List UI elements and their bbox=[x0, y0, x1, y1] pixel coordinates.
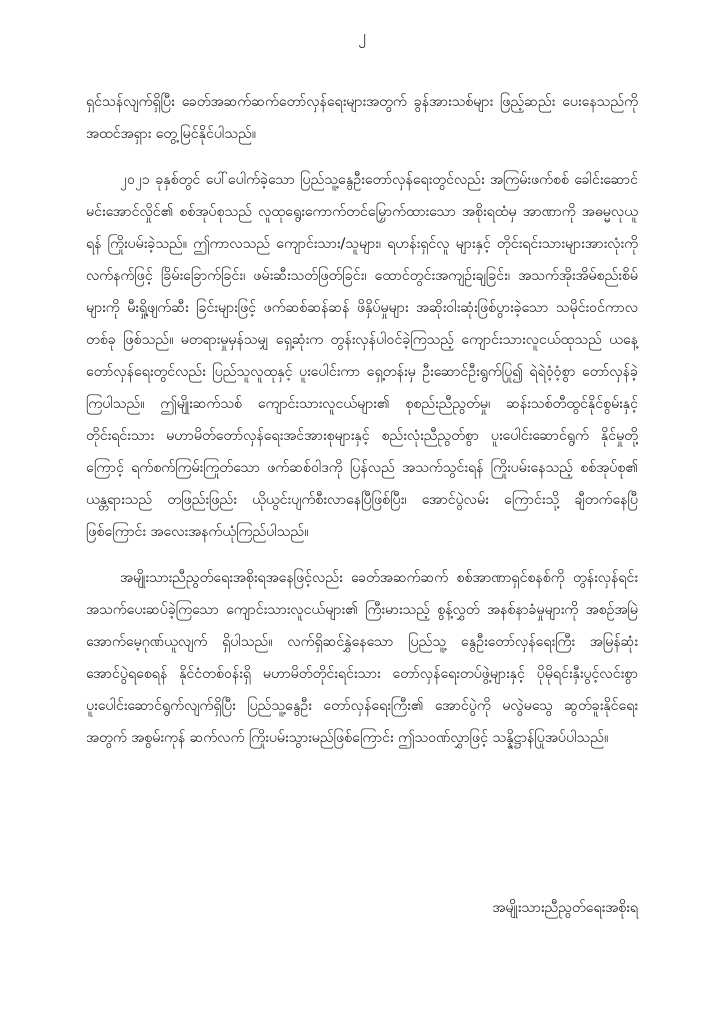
paragraph-spring-revolution: ၂၀၂၁ ခုနှစ်တွင် ပေါ်ပေါက်ခဲ့သော ပြည်သူ့နွေဦးတော်လှန်ရေးတွင်လည်း အကြမ်းဖက်စစ် ခေါင်းဆောင်မင်းအောင်လှိုင်၏ စစ်အုပ်စုသည် လူထုရွေးကောက်တင်မြှောက်ထားသော အစိုးရထံမှ အာဏာကို အဓမ္မလုယူရန် ကြိုးပမ်းခဲ့သည်။ ဤကာလသည် ကျောင်းသား/သူများ၊ ရဟန်းရှင်လူ များနှင့် တိုင်းရင်းသားများအားလုံးကို လက်နက်ဖြင့် ခြိမ်းခြောက်ခြင်း၊ ဖမ်းဆီးသတ်ဖြတ်ခြင်း၊ ထောင်တွင်းအကျဉ်းချခြင်း၊ အသက်အိုးအိမ်စည်းစိမ်များကို မီးရှို့ဖျက်ဆီး ခြင်းများဖြင့် ဖက်ဆစ်ဆန်ဆန် ဖိနှိပ်မှုများ အဆိုးဝါးဆုံးဖြစ်ပွားခဲ့သော သမိုင်းဝင်ကာလတစ်ခု ဖြစ်သည်။ မတရားမှုမှန်သမျှ ရှေ့ဆုံးက တွန်းလှန်ပါဝင်ခဲ့ကြသည့် ကျောင်းသားလူငယ်ထုသည် ယနေ့ တော်လှန်ရေးတွင်လည်း ပြည်သူလူထုနှင့် ပူးပေါင်းကာ ရှေ့တန်းမှ ဦးဆောင်ဦးရွက်ပြု၍ ရဲရဲဝံ့ဝံ့စွာ တော်လှန်ခဲ့ကြပါသည်။ ဤမျိုးဆက်သစ် ကျောင်းသားလူငယ်များ၏ စုစည်းညီညွတ်မှု၊ ဆန်းသစ်တီထွင်နိုင်စွမ်းနှင့် တိုင်းရင်းသား မဟာမိတ်တော်လှန်ရေးအင်အားစုများနှင့် စည်းလုံးညီညွတ်စွာ ပူးပေါင်းဆောင်ရွက် နိုင်မှုတို့ကြောင့် ရက်စက်ကြမ်းကြုတ်သော ဖက်ဆစ်ဝါဒကို ပြန်လည် အသက်သွင်းရန် ကြိုးပမ်းနေသည့် စစ်အုပ်စု၏ ယန္တရားသည် တဖြည်းဖြည်း ယိုယွင်းပျက်စီးလာနေပြီဖြစ်ပြီး၊ အောင်ပွဲလမ်း ကြောင်းသို့ ချီတက်နေပြီဖြစ်ကြောင်း အလေးအနက်ယုံကြည်ပါသည်။ bbox=[86, 172, 638, 540]
letter-body bbox=[86, 86, 638, 754]
paragraph-nug-commitment: အမျိုးသားညီညွတ်ရေးအစိုးရအနေဖြင့်လည်း ခေတ်အဆက်ဆက် စစ်အာဏာရှင်စနစ်ကို တွန်းလှန်ရင်း အသက်ပေးဆပ်ခဲ့ကြသော ကျောင်းသားလူငယ်များ၏ ကြီးမားသည့် စွန့်လွှတ် အနစ်နာခံမှုများကို အစဉ်အမြဲ အောက်မေ့ဂုဏ်ယူလျက် ရှိပါသည်။ လက်ရှိဆင်နွှဲနေသော ပြည်သူ့ နွေဦးတော်လှန်ရေးကြီး အမြန်ဆုံး အောင်ပွဲရစေရန် နိုင်ငံတစ်ဝန်းရှိ မဟာမိတ်တိုင်းရင်းသား တော်လှန်ရေးတပ်ဖွဲ့များနှင့် ပိုမိုရင်းနှီးပွင့်လင်းစွာ ပူးပေါင်းဆောင်ရွက်လျက်ရှိပြီး ပြည်သူ့နွေဦး တော်လှန်ရေးကြီး၏ အောင်ပွဲကို မလွဲမသွေ ဆွတ်ခူးနိုင်ရေးအတွက် အစွမ်းကုန် ဆက်လက် ကြိုးပမ်းသွားမည်ဖြစ်ကြောင်း ဤသဝဏ်လွှာဖြင့် သန္နိဋ္ဌာန်ပြုအပ်ပါသည်။ bbox=[86, 570, 638, 746]
paragraph-continuation: ရှင်သန်လျက်ရှိပြီး ခေတ်အဆက်ဆက်တော်လှန်ရေးများအတွက် ခွန်အားသစ်များ ဖြည့်ဆည်း ပေးနေသည်ကို အထင်အရှား တွေ့မြင်နိုင်ပါသည်။ bbox=[86, 94, 638, 142]
page-number: ၂ bbox=[358, 26, 366, 45]
signature-line: အမျိုးသားညီညွတ်ရေးအစိုးရ bbox=[492, 900, 638, 916]
